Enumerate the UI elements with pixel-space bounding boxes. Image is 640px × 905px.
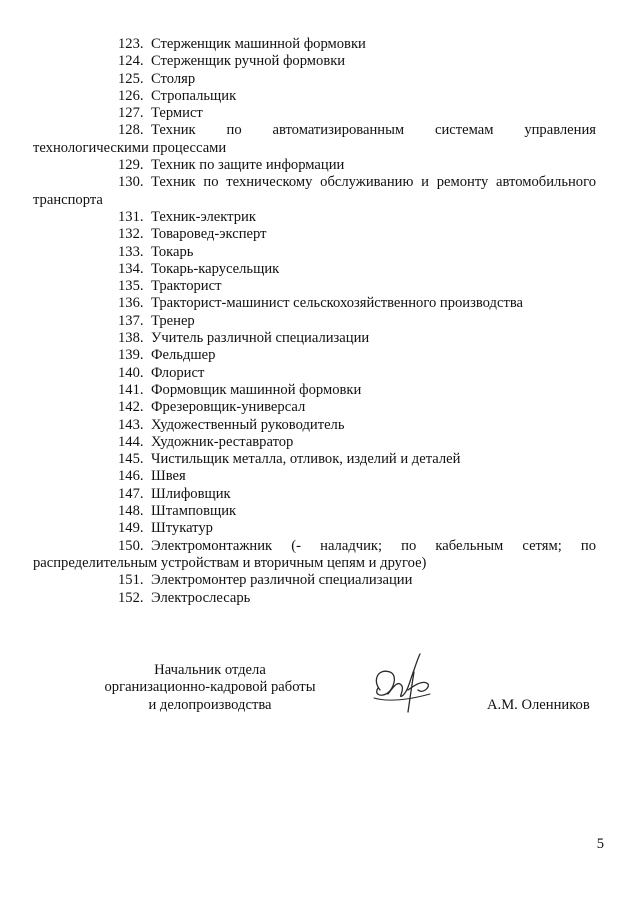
item-number: 142. — [118, 399, 144, 416]
signatory-title-line: и делопроизводства — [148, 696, 272, 713]
item-text: Штукатур — [151, 520, 213, 537]
item-number: 123. — [118, 36, 144, 52]
list-item — [118, 36, 596, 53]
list-item — [118, 313, 596, 330]
item-text: Формовщик машинной формовки — [151, 381, 362, 398]
item-text: Фельдшер — [151, 347, 216, 364]
item-text: Швея — [151, 468, 186, 485]
item-number: 134. — [118, 260, 144, 277]
list-item — [118, 399, 596, 416]
item-text: Фрезеровщик-универсал — [151, 399, 306, 416]
item-text: Столяр — [151, 70, 196, 87]
item-text: Электромонтажник (- наладчик; по кабельным сетям; по — [151, 537, 596, 554]
list-item — [118, 330, 596, 347]
item-number: 139. — [118, 347, 144, 364]
item-first-line — [33, 122, 596, 139]
item-text-continued: транспорта — [33, 191, 103, 208]
item-text: Художник-реставратор — [151, 433, 294, 450]
item-text: Штамповщик — [151, 503, 237, 520]
item-number: 137. — [118, 312, 144, 329]
item-number: 147. — [118, 485, 144, 502]
list-item — [118, 105, 596, 122]
item-number: 145. — [118, 451, 144, 468]
list-item — [33, 538, 596, 573]
item-text: Токарь-карусельщик — [151, 260, 280, 277]
item-number: 143. — [118, 416, 144, 433]
list-item — [33, 122, 596, 157]
item-text-continued: распределительным устройствам и вторичным цепям и другое) — [33, 554, 427, 571]
item-number: 149. — [118, 520, 144, 537]
item-text: Тракторист-машинист сельскохозяйственного производства — [151, 295, 523, 312]
list-item — [118, 520, 596, 537]
item-text: Техник по защите информации — [151, 157, 345, 174]
item-text: Техник-электрик — [151, 208, 256, 225]
item-number: 133. — [118, 243, 144, 260]
list-item — [118, 468, 596, 485]
signatory-title-line: организационно-кадровой работы — [104, 679, 316, 696]
item-text: Техник по автоматизированным системам управления — [151, 122, 596, 139]
item-number: 124. — [118, 53, 144, 70]
handwritten-signature-icon — [368, 650, 458, 720]
item-text: Стерженщик ручной формовки — [151, 53, 346, 70]
item-number: 127. — [118, 105, 144, 122]
item-number: 136. — [118, 295, 144, 312]
list-item — [118, 417, 596, 434]
item-text: Стерженщик машинной формовки — [151, 36, 366, 52]
item-text: Учитель различной специализации — [151, 330, 370, 347]
list-item — [33, 174, 596, 209]
list-item — [118, 226, 596, 243]
item-text: Техник по техническому обслуживанию и ремонту автомобильного — [151, 174, 596, 191]
signatory-name: А.М. Оленников — [487, 697, 590, 713]
list-item — [118, 244, 596, 261]
list-item — [118, 278, 596, 295]
item-text: Электромонтер различной специализации — [151, 572, 413, 589]
item-number: 146. — [118, 468, 144, 485]
item-text: Стропальщик — [151, 87, 237, 104]
list-item — [118, 382, 596, 399]
list-item — [118, 451, 596, 468]
item-text: Чистильщик металла, отливок, изделий и деталей — [151, 451, 461, 468]
list-item — [118, 209, 596, 226]
item-number: 151. — [118, 572, 144, 589]
item-number: 144. — [118, 433, 144, 450]
list-item — [118, 261, 596, 278]
item-text: Тракторист — [151, 278, 222, 295]
list-item — [118, 486, 596, 503]
item-number: 152. — [118, 589, 144, 606]
item-number: 150. — [118, 537, 144, 554]
item-text: Термист — [151, 105, 203, 122]
item-text-continued: технологическими процессами — [33, 139, 227, 156]
item-number: 129. — [118, 157, 144, 174]
list-item — [118, 71, 596, 88]
item-number: 130. — [118, 174, 144, 191]
item-text: Флорист — [151, 364, 205, 381]
list-item — [118, 590, 596, 607]
list-item — [118, 434, 596, 451]
item-text: Художественный руководитель — [151, 416, 345, 433]
list-item — [118, 53, 596, 70]
item-first-line — [33, 538, 596, 555]
item-number: 148. — [118, 503, 144, 520]
item-text: Электрослесарь — [151, 589, 251, 606]
item-number: 135. — [118, 278, 144, 295]
item-number: 141. — [118, 381, 144, 398]
item-number: 132. — [118, 226, 144, 243]
item-first-line — [33, 174, 596, 191]
item-number: 128. — [118, 122, 144, 139]
signatory-title-line: Начальник отдела — [154, 662, 266, 678]
item-number: 131. — [118, 208, 144, 225]
list-item — [118, 347, 596, 364]
item-number: 126. — [118, 87, 144, 104]
signature-block — [0, 662, 640, 722]
list-item — [118, 572, 596, 589]
item-text: Тренер — [151, 312, 195, 329]
item-number: 138. — [118, 330, 144, 347]
profession-list — [33, 36, 596, 607]
list-item — [118, 295, 596, 312]
list-item — [118, 88, 596, 105]
item-text: Товаровед-эксперт — [151, 226, 267, 243]
list-item — [118, 503, 596, 520]
item-text: Шлифовщик — [151, 485, 231, 502]
item-number: 125. — [118, 70, 144, 87]
item-text: Токарь — [151, 243, 194, 260]
page-number: 5 — [596, 836, 604, 852]
item-number: 140. — [118, 364, 144, 381]
list-item — [118, 365, 596, 382]
list-item — [118, 157, 596, 174]
